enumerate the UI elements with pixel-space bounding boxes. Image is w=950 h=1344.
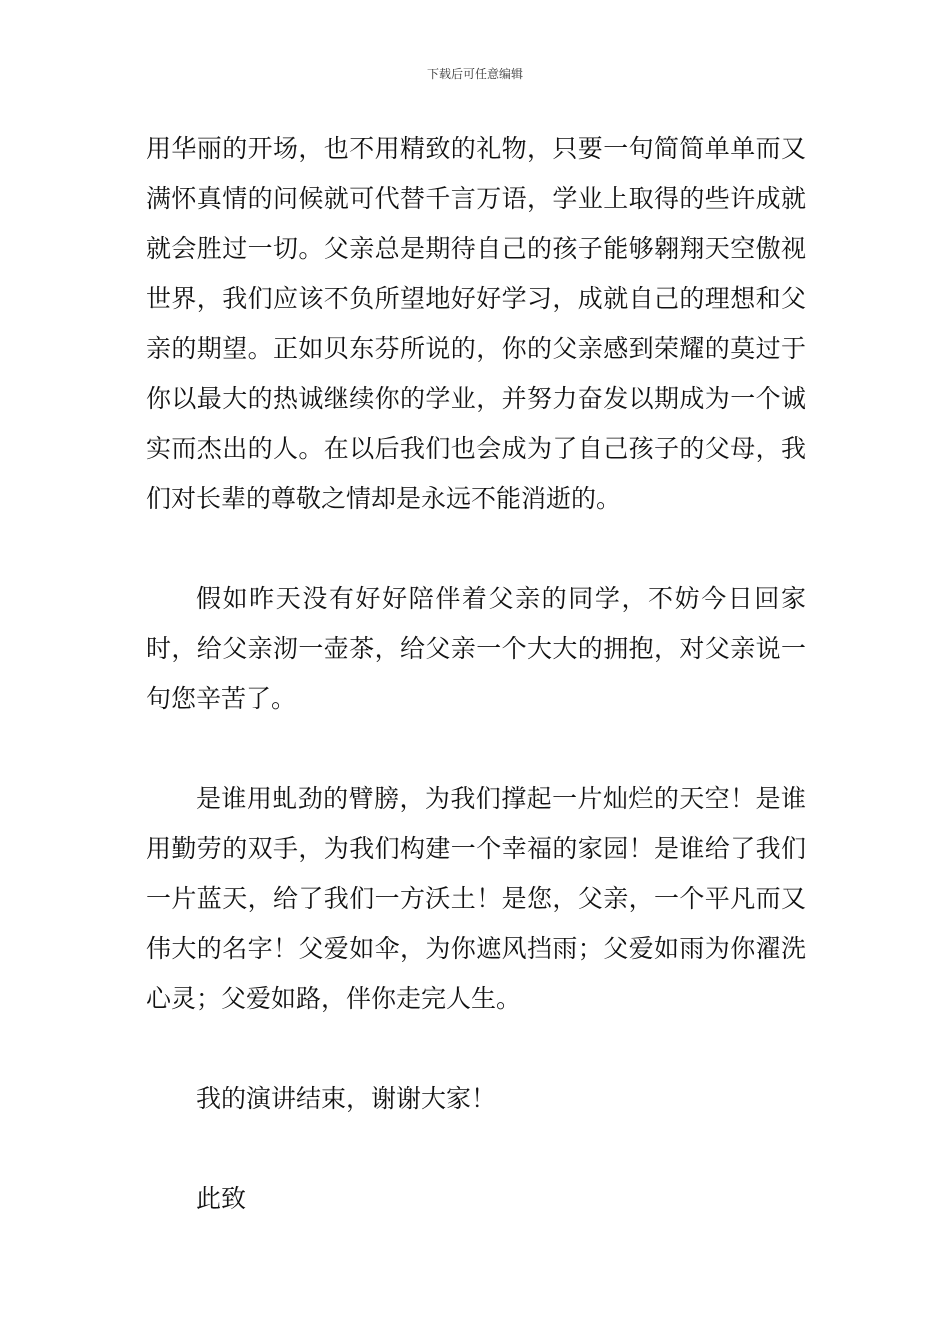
- page-header: 下载后可任意编辑: [426, 67, 523, 81]
- paragraph-salutation: 此致: [196, 1184, 247, 1213]
- paragraph-visit-father: 假如昨天没有好好陪伴着父亲的同学，不妨今日回家时，给父亲沏一壶茶，给父亲一个大大的拥抱，对父亲说一句您辛苦了。: [146, 584, 806, 713]
- paragraph-closing: 我的演讲结束，谢谢大家！: [196, 1084, 497, 1113]
- paragraph-continued: 用华丽的开场，也不用精致的礼物，只要一句简简单单而又满怀真情的问候就可代替千言万语，学业上取得的些许成就就会胜过一切。父亲总是期待自己的孩子能够翱翔天空傲视世界，我们应该不负所望地好好学习，成就自己的理想和父亲的期望。正如贝东芬所说的，你的父亲感到荣耀的莫过于你以最大的热诚继续你的学业，并努力奋发以期成为一个诚实而杰出的人。在以后我们也会成为了自己孩子的父母，我们对长辈的尊敬之情却是永远不能消逝的。: [146, 134, 806, 513]
- paragraph-tribute: 是谁用虬劲的臂膀，为我们撑起一片灿烂的天空！是谁用勤劳的双手，为我们构建一个幸福的家园！是谁给了我们一片蓝天，给了我们一方沃土！是您，父亲，一个平凡而又伟大的名字！父爱如伞，为你遮风挡雨；父爱如雨为你濯洗心灵；父爱如路，伴你走完人生。: [146, 784, 806, 1013]
